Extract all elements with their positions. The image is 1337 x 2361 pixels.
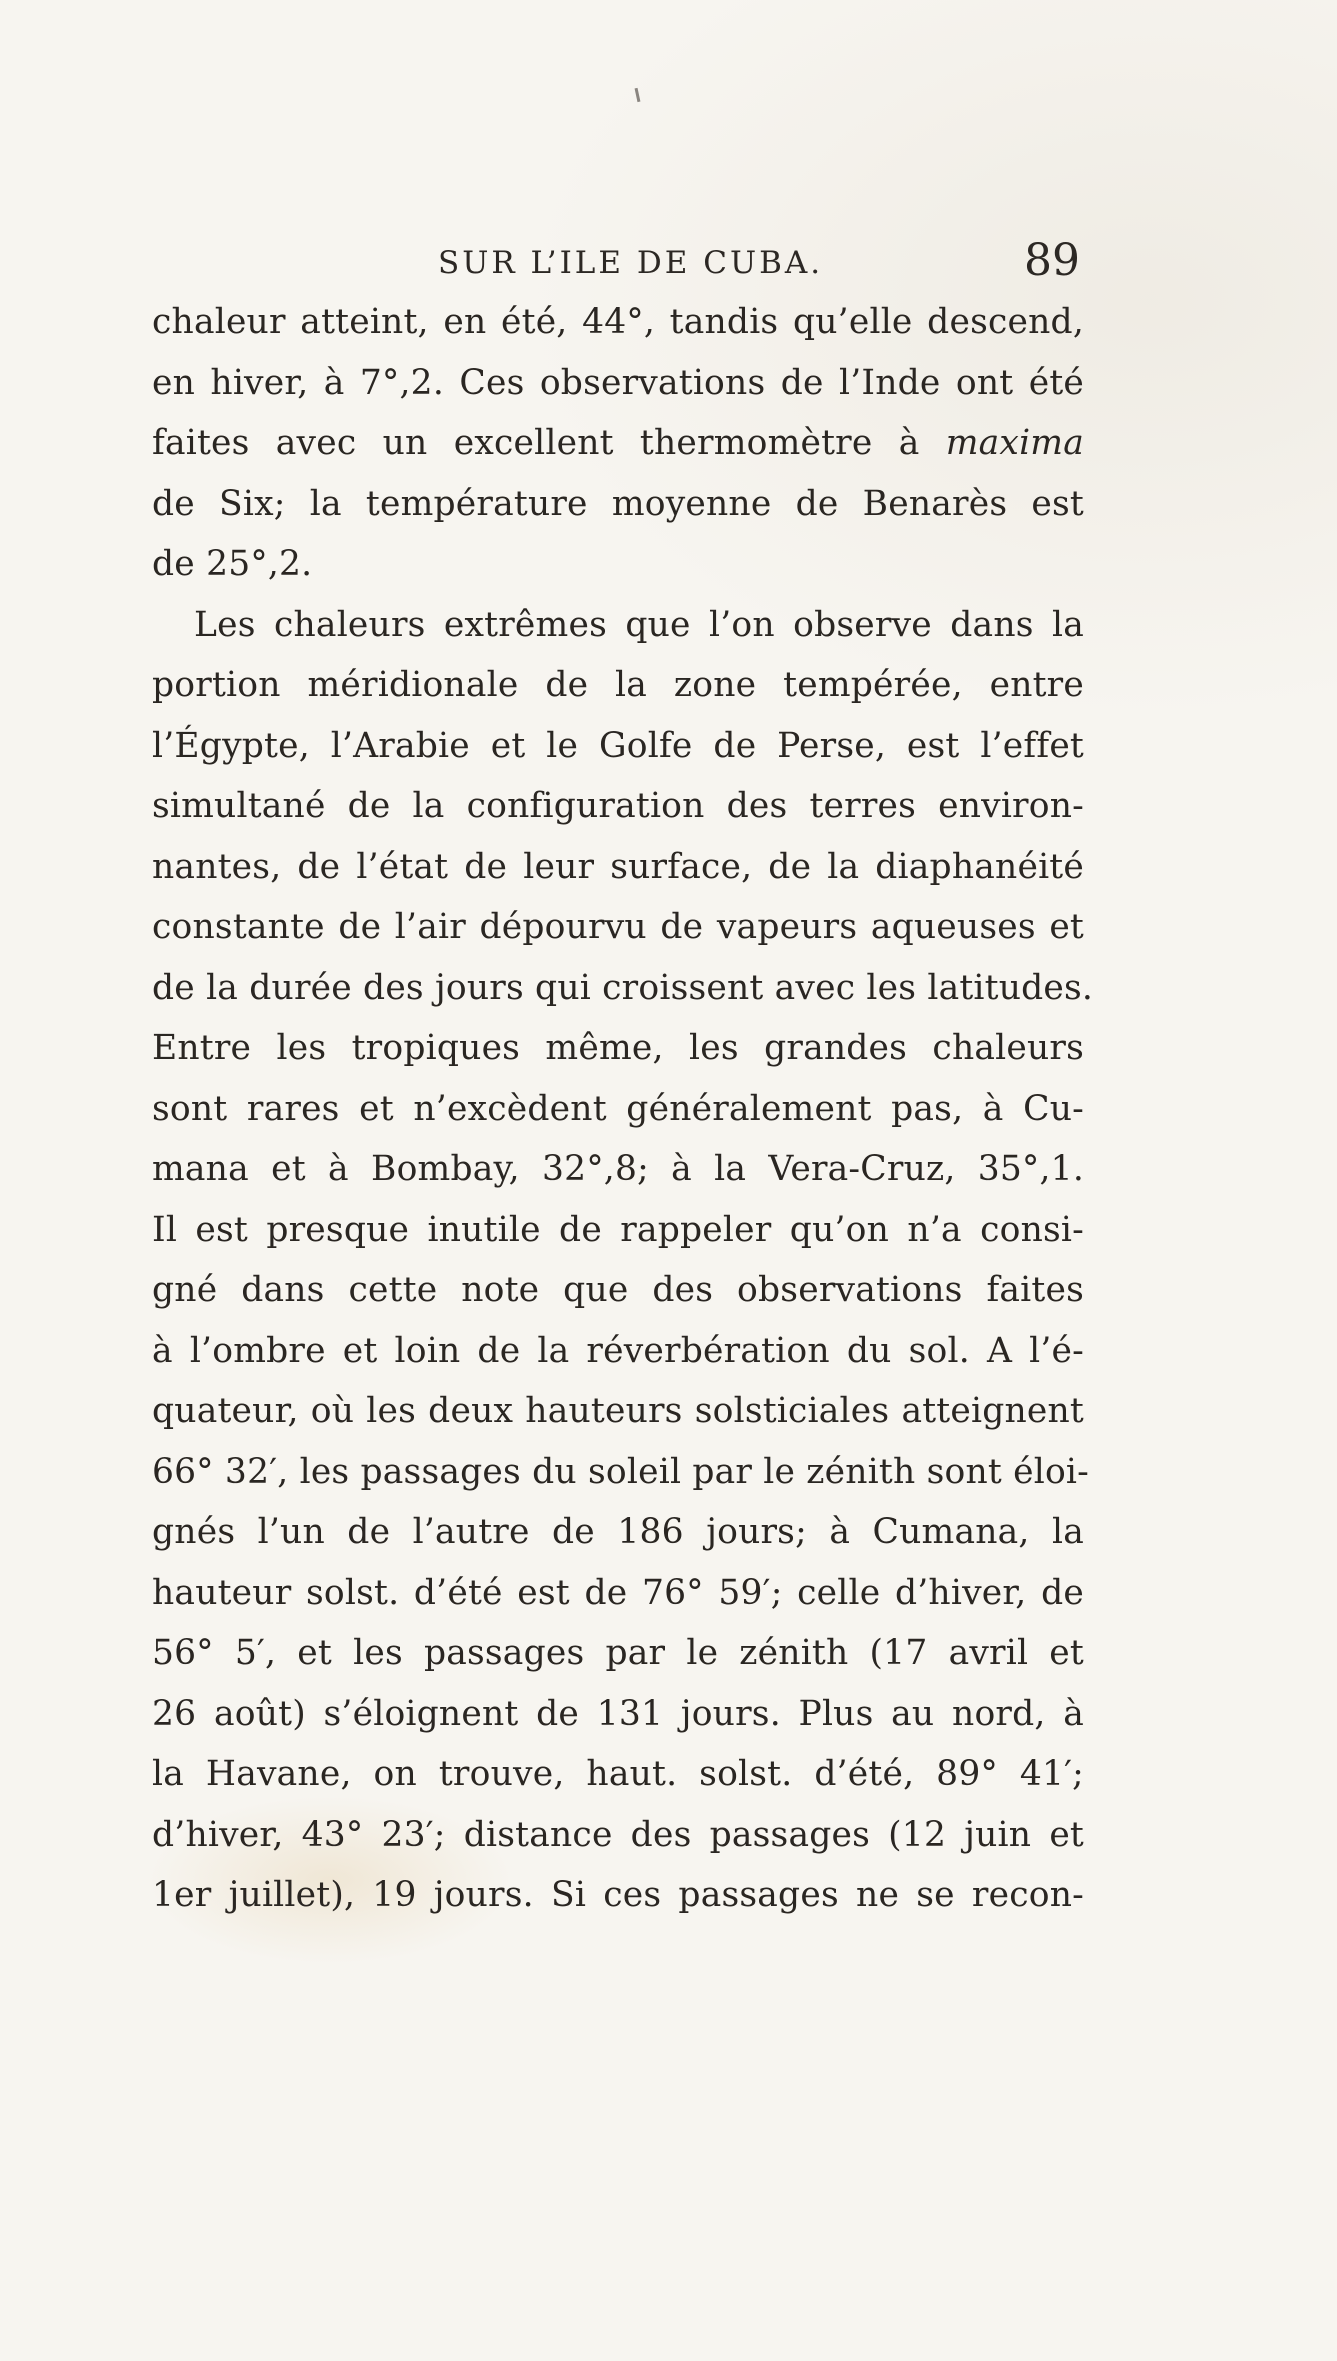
text-line: Entre les tropiques même, les grandes chaleurs [152,1028,1084,1068]
text-line: gnés l’un de l’autre de 186 jours; à Cumana, la [152,1512,1084,1552]
text-line: de 25°,2. [152,544,313,584]
page-number: 89 [1024,235,1080,286]
text-line: chaleur atteint, en été, 44°, tandis qu’elle descend, [152,302,1084,342]
text-line: portion méridionale de la zone tempérée, entre [152,665,1084,705]
text-line: simultané de la configuration des terres environ- [152,786,1084,826]
text-line: Les chaleurs extrêmes que l’on observe dans la [194,604,1084,645]
text-line-part: faites avec un excellent thermomètre à [152,423,946,463]
body-text [152,292,1094,1926]
text-line: de la durée des jours qui croissent avec les latitudes. [152,967,1094,1008]
text-line: 66° 32′, les passages du soleil par le zénith sont éloi- [152,1451,1090,1492]
running-head [150,235,1090,295]
text-line [152,413,1084,474]
text-line: sont rares et n’excèdent généralement pas, à Cu- [152,1088,1084,1129]
text-line: en hiver, à 7°,2. Ces observations de l’Inde ont été [152,362,1084,403]
text-line: 1er juillet), 19 jours. Si ces passages ne se recon- [152,1875,1084,1915]
text-line: nantes, de l’état de leur surface, de la diaphanéité [152,846,1084,887]
italic-word: maxima [945,423,1084,463]
text-line: l’Égypte, l’Arabie et le Golfe de Perse, est l’effet [152,725,1084,766]
text-line: à l’ombre et loin de la réverbération du sol. A l’é- [152,1330,1084,1371]
text-line: la Havane, on trouve, haut. solst. d’été, 89° 41′; [152,1754,1084,1794]
text-line: 26 août) s’éloignent de 131 jours. Plus au nord, à [152,1693,1084,1734]
text-line: constante de l’air dépourvu de vapeurs aqueuses et [152,907,1084,947]
text-line: quateur, où les deux hauteurs solsticiales atteignent [152,1391,1084,1431]
text-line: gné dans cette note que des observations faites [152,1270,1084,1310]
text-line: mana et à Bombay, 32°,8; à la Vera-Cruz, 35°,1. [152,1149,1084,1189]
text-line: de Six; la température moyenne de Benarès est [152,483,1084,524]
ink-mark [635,88,641,102]
text-line: d’hiver, 43° 23′; distance des passages (12 juin et [152,1814,1084,1855]
text-line: hauteur solst. d’été est de 76° 59′; celle d’hiver, de [152,1572,1084,1613]
text-line: 56° 5′, et les passages par le zénith (17 avril et [152,1633,1084,1673]
running-title: SUR L’ILE DE CUBA. [438,245,824,281]
text-line: Il est presque inutile de rappeler qu’on n’a consi- [152,1209,1084,1250]
